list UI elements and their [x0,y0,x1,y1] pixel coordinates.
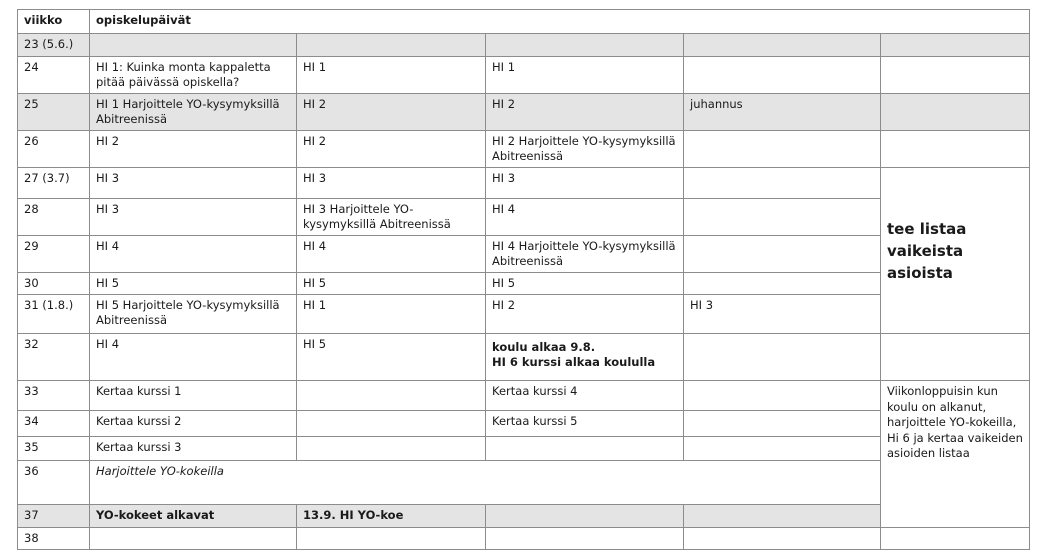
week-cell: 31 (1.8.) [18,295,90,334]
hi6-course-text: HI 6 kurssi alkaa koululla [492,355,656,369]
table-row [18,199,1030,236]
table-row [18,334,1030,381]
table-row [18,273,1030,295]
week-cell: 33 [18,381,90,411]
table-row [18,528,1030,550]
day-cell: HI 3 Harjoittele YO-kysymyksillä Abitreenissä [297,199,486,236]
note-difficult-topics: tee listaa vaikeista asioista [881,168,1030,334]
school-start-text: koulu alkaa 9.8. [492,340,596,354]
day-cell: HI 2 [90,131,297,168]
day-cell: Kertaa kurssi 5 [486,411,684,437]
day-cell: HI 3 [486,168,684,199]
table-row [18,295,1030,334]
day-cell: HI 4 Harjoittele YO-kysymyksillä Abitreenissä [486,236,684,273]
week-cell: 38 [18,528,90,550]
table-row [18,505,1030,528]
table-row [18,168,1030,199]
table-row [18,411,1030,437]
day-cell: HI 4 [297,236,486,273]
week-cell: 26 [18,131,90,168]
table-row [18,461,1030,505]
table-row [18,94,1030,131]
week-cell: 27 (3.7) [18,168,90,199]
day-cell: HI 1 [486,57,684,94]
school-start-cell [486,334,684,381]
week-cell: 23 (5.6.) [18,34,90,57]
table-row [18,437,1030,461]
table-row [18,57,1030,94]
day-cell: HI 2 [297,94,486,131]
study-schedule-table [17,9,1030,550]
table-row [18,381,1030,411]
week-cell: 37 [18,505,90,528]
week-cell: 24 [18,57,90,94]
week-cell: 34 [18,411,90,437]
day-cell: HI 1: Kuinka monta kappaletta pitää päivässä opiskella? [90,57,297,94]
day-cell: Harjoittele YO-kokeilla [90,461,881,505]
day-cell: HI 2 Harjoittele YO-kysymyksillä Abitreenissä [486,131,684,168]
day-cell: HI 2 [486,94,684,131]
header-row [18,10,1030,34]
week-cell: 28 [18,199,90,236]
note-weekends: Viikonloppuisin kun koulu on alkanut, harjoittele YO-kokeilla, Hi 6 ja kertaa vaikeiden asioiden listaa [881,381,1030,528]
table-row [18,34,1030,57]
day-cell: HI 3 [684,295,881,334]
week-cell: 32 [18,334,90,381]
header-study-days: opiskelupäivät [90,10,1030,34]
week-cell: 36 [18,461,90,505]
day-cell: Kertaa kurssi 1 [90,381,297,411]
table-row [18,236,1030,273]
day-cell: Kertaa kurssi 2 [90,411,297,437]
day-cell: HI 5 [297,273,486,295]
day-cell: HI 3 [90,168,297,199]
day-cell: juhannus [684,94,881,131]
day-cell: HI 2 [297,131,486,168]
day-cell: Kertaa kurssi 4 [486,381,684,411]
day-cell: Kertaa kurssi 3 [90,437,297,461]
week-cell: 25 [18,94,90,131]
day-cell: HI 1 [297,295,486,334]
day-cell: HI 5 Harjoittele YO-kysymyksillä Abitreenissä [90,295,297,334]
day-cell: HI 4 [90,334,297,381]
day-cell: HI 1 Harjoittele YO-kysymyksillä Abitreenissä [90,94,297,131]
day-cell: HI 2 [486,295,684,334]
table-row [18,131,1030,168]
day-cell: HI 5 [297,334,486,381]
day-cell: HI 4 [486,199,684,236]
week-cell: 30 [18,273,90,295]
header-week: viikko [18,10,90,34]
day-cell: HI 5 [486,273,684,295]
day-cell: HI 3 [90,199,297,236]
day-cell: YO-kokeet alkavat [90,505,297,528]
day-cell: HI 4 [90,236,297,273]
day-cell: HI 5 [90,273,297,295]
day-cell: 13.9. HI YO-koe [297,505,486,528]
day-cell: HI 1 [297,57,486,94]
day-cell: HI 3 [297,168,486,199]
week-cell: 35 [18,437,90,461]
week-cell: 29 [18,236,90,273]
